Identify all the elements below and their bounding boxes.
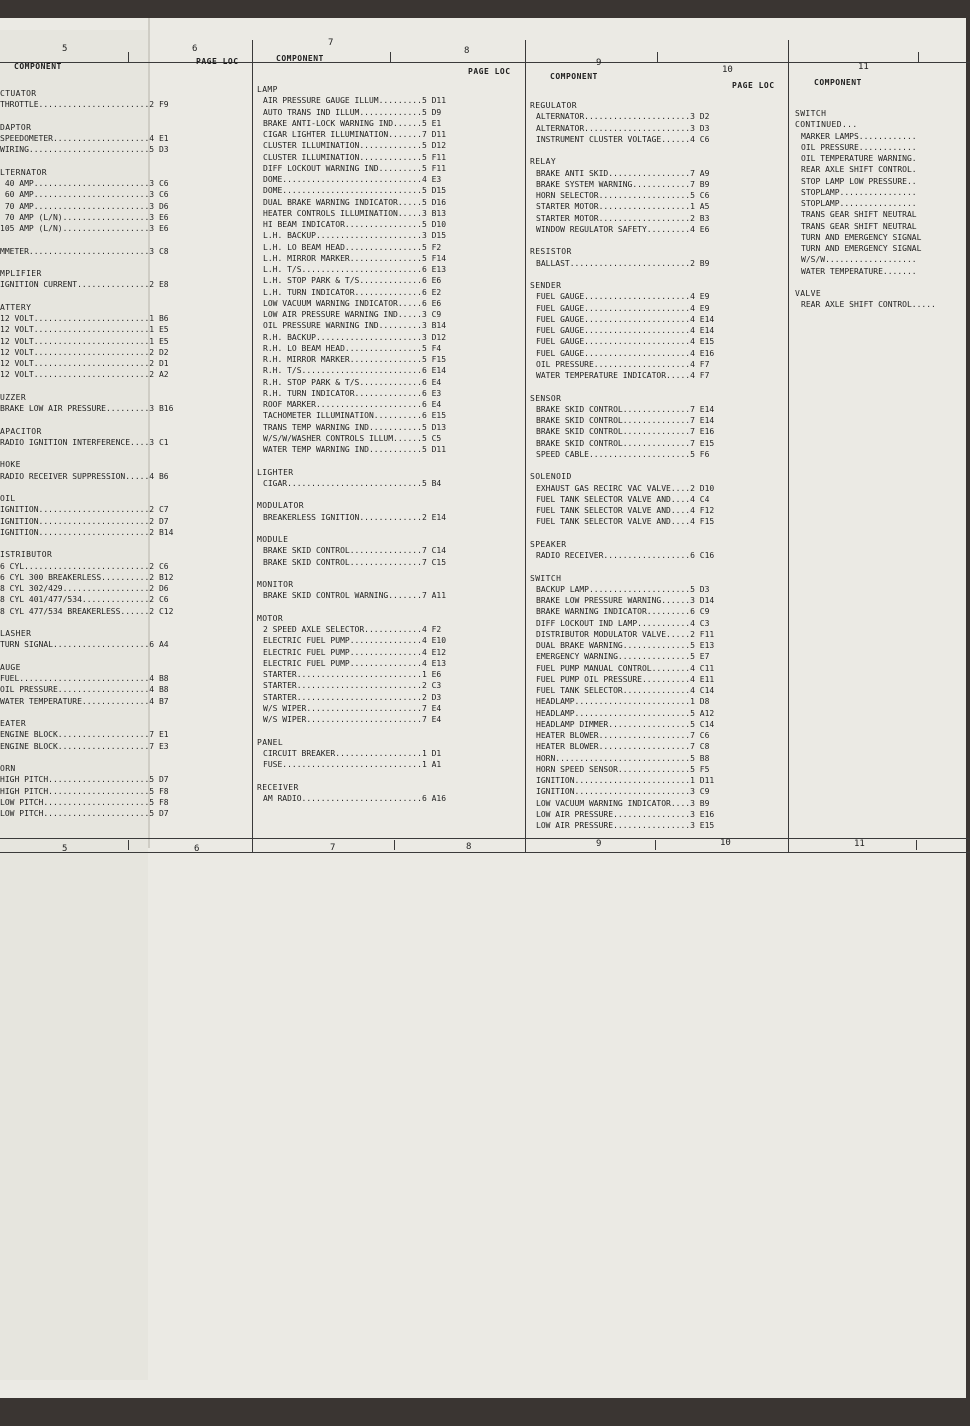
component-entry: OIL PRESSURE............ [801,142,917,152]
component-entry: LOW PITCH......................5 F8 [0,797,169,807]
bottom-scale-rule [0,852,970,853]
column-header-page-loc: PAGE LOC [468,67,511,76]
component-entry: 70 AMP (L/N)..................3 E6 [0,212,169,222]
component-entry: HEATER CONTROLS ILLUMINATION.....3 B13 [263,208,447,218]
column-number: 8 [464,46,470,56]
component-entry: IGNITION.......................2 C7 [0,505,169,515]
component-entry: 6 CYL..........................2 C6 [0,561,169,571]
component-group-heading [257,489,523,500]
component-group-heading [257,455,523,466]
component-entry: EXHAUST GAS RECIRC VAC VALVE....2 D10 [536,483,715,493]
component-entry: FUEL GAUGE......................4 E16 [536,348,715,358]
component-entry: L.H. T/S.........................6 E13 [263,265,447,274]
component-group-heading [0,752,246,763]
scale-tick [657,52,658,62]
column-header-component: COMPONENT [276,54,324,63]
component-entry: L.H. STOP PARK & T/S.............6 E6 [263,276,442,286]
component-entry: HORN............................5 B8 [536,753,710,763]
component-entry: IGNITION........................3 C9 [536,787,710,797]
component-group-heading: UZZER [0,392,27,402]
component-entry: IGNITION.......................2 B14 [0,527,174,537]
component-entry: THROTTLE.......................2 F9 [0,100,169,110]
component-entry: ROOF MARKER......................6 E4 [263,400,442,409]
component-entry: DOME.............................4 E3 [263,175,442,184]
component-entry: 12 VOLT........................1 E5 [0,325,169,335]
component-group-heading: APACITOR [0,426,42,436]
column-number: 6 [192,44,198,54]
component-entry: ENGINE BLOCK...................7 E1 [0,730,169,740]
component-entry: ALTERNATOR......................3 D3 [536,123,710,133]
component-entry: 70 AMP........................3 D6 [0,201,169,211]
component-group-heading [0,651,246,662]
component-entry: HIGH PITCH.....................5 D7 [0,775,169,785]
component-entry: IGNITION CURRENT...............2 E8 [0,280,169,290]
component-entry: WATER TEMPERATURE..............4 B7 [0,696,169,706]
component-entry: 8 CYL 477/534 BREAKERLESS......2 C12 [0,606,174,616]
column-number: 5 [62,844,68,854]
component-group-heading: ORN [0,764,16,773]
component-group-heading [0,156,246,167]
component-entry: R.H. MIRROR MARKER...............5 F15 [263,355,447,364]
component-entry: CIRCUIT BREAKER..................1 D1 [263,748,442,758]
component-group-heading: LTERNATOR [0,167,47,177]
component-entry: IGNITION.......................2 D7 [0,516,169,526]
column-header-page-loc: PAGE LOC [732,81,775,90]
column-divider [525,40,526,852]
column-number: 10 [720,838,731,848]
component-entry: ALTERNATOR......................3 D2 [536,112,710,122]
component-group-heading: MOTOR [257,613,284,623]
component-group-heading: DAPTOR [0,122,32,132]
component-entry: TURN AND EMERGENCY SIGNAL [801,244,922,253]
component-group-heading [0,257,246,268]
column-number: 11 [858,62,869,72]
component-group-heading: LIGHTER [257,467,294,477]
component-entry: WIRING.........................5 D3 [0,145,169,155]
component-group-heading: ATTERY [0,302,32,312]
component-entry: 12 VOLT........................2 A2 [0,370,169,380]
component-entry: BRAKE SKID CONTROL..............7 E16 [536,427,715,437]
component-entry: W/S/W................... [801,255,917,265]
component-entry: FUEL GAUGE......................4 E14 [536,326,715,335]
component-entry: RADIO RECEIVER SUPPRESSION.....4 B6 [0,471,169,481]
component-entry: HEATER BLOWER...................7 C8 [536,742,710,752]
component-entry: HEADLAMP........................1 D8 [536,697,710,707]
component-group-heading [795,277,970,288]
component-group-heading: OIL [0,494,16,503]
component-entry: ELECTRIC FUEL PUMP...............4 E12 [263,647,447,657]
column-number: 7 [328,38,334,48]
component-entry: INSTRUMENT CLUSTER VOLTAGE......4 C6 [536,134,710,144]
index-column-1 [0,88,246,819]
column-number: 9 [596,58,602,68]
component-entry: RADIO IGNITION INTERFERENCE....3 C1 [0,437,169,447]
component-entry: FUEL TANK SELECTOR..............4 C14 [536,686,715,695]
component-group-heading: CONTINUED... [795,120,858,130]
component-entry: DIFF LOCKOUT WARNING IND.........5 F11 [263,163,447,173]
component-entry: AUTO TRANS IND ILLUM.............5 D9 [263,107,442,117]
component-group-heading: SPEAKER [530,539,567,549]
component-entry: TURN AND EMERGENCY SIGNAL [801,232,922,242]
component-group-heading: SWITCH [530,573,562,583]
component-entry: BRAKE SKID CONTROL...............7 C15 [263,557,447,567]
component-entry: W/S WIPER........................7 E4 [263,715,442,724]
index-column-4 [795,108,970,311]
component-entry: FUEL GAUGE......................4 E9 [536,303,710,313]
component-group-heading [530,269,782,280]
component-entry: TRANS TEMP WARNING IND...........5 D13 [263,422,447,432]
component-entry: BRAKE SKID CONTROL..............7 E15 [536,438,715,448]
component-entry: BRAKE SKID CONTROL..............7 E14 [536,416,715,425]
scale-tick [128,840,129,850]
component-entry: WATER TEMPERATURE INDICATOR.....4 F7 [536,371,710,380]
component-group-heading: EATER [0,719,27,728]
index-column-2 [257,84,523,804]
column-number: 10 [722,65,733,75]
component-group-heading [0,414,246,425]
component-entry: MARKER LAMPS............ [801,131,917,141]
component-entry: 6 CYL 300 BREAKERLESS..........2 B12 [0,572,174,582]
scale-tick [916,840,917,850]
component-entry: HORN SPEED SENSOR...............5 F5 [536,764,710,774]
component-entry: CLUSTER ILLUMINATION.............5 F11 [263,152,447,162]
scale-tick [918,52,919,62]
scale-tick [390,52,391,62]
component-group-heading: SENDER [530,281,562,290]
component-entry: DUAL BRAKE WARNING..............5 E13 [536,641,715,650]
component-entry: TURN SIGNAL....................6 A4 [0,640,169,650]
component-entry: BRAKE SKID CONTROL...............7 C14 [263,546,447,556]
component-entry: FUEL PUMP MANUAL CONTROL........4 C11 [536,663,715,673]
component-group-heading [0,538,246,549]
component-entry: MMETER.........................3 C8 [0,246,169,256]
component-entry: OIL PRESSURE....................4 F7 [536,359,710,369]
component-group-heading: SENSOR [530,393,562,403]
component-entry: BRAKE LOW PRESSURE WARNING......3 D14 [536,596,715,605]
component-entry: OIL PRESSURE WARNING IND.........3 B14 [263,321,447,331]
component-entry: BRAKE WARNING INDICATOR.........6 C9 [536,607,710,617]
component-entry: W/S/W/WASHER CONTROLS ILLUM......5 C5 [263,433,442,443]
component-entry: BRAKE LOW AIR PRESSURE.........3 B16 [0,404,174,413]
component-entry: FUEL TANK SELECTOR VALVE AND....4 C4 [536,494,710,504]
component-group-heading: AUGE [0,662,21,672]
component-group-heading: ISTRIBUTOR [0,550,53,560]
component-entry: STARTER MOTOR...................1 A5 [536,202,710,212]
index-column-3 [530,100,782,831]
component-entry: SPEEDOMETER....................4 E1 [0,134,169,143]
column-number: 7 [330,843,336,853]
column-number: 5 [62,44,68,54]
scale-tick [655,840,656,850]
component-entry: 40 AMP........................3 C6 [0,179,169,188]
component-entry: 12 VOLT........................1 E5 [0,336,169,346]
component-group-heading: REGULATOR [530,101,577,110]
component-entry: ENGINE BLOCK...................7 E3 [0,741,169,751]
component-entry: REAR AXLE SHIFT CONTROL..... [801,300,936,310]
component-entry: ELECTRIC FUEL PUMP...............4 E10 [263,636,447,646]
component-group-heading: RELAY [530,157,557,167]
component-group-heading [530,145,782,156]
component-group-heading [0,482,246,493]
component-entry: WINDOW REGULATOR SAFETY.........4 E6 [536,224,710,234]
component-entry: LOW VACUUM WARNING INDICATOR.....6 E6 [263,298,442,308]
component-entry: W/S WIPER........................7 E4 [263,703,442,713]
component-group-heading [0,617,246,628]
component-entry: REAR AXLE SHIFT CONTROL. [801,165,917,175]
component-entry: 2 SPEED AXLE SELECTOR............4 F2 [263,625,442,634]
component-entry: STARTER..........................2 D3 [263,692,442,702]
component-entry: HEATER BLOWER...................7 C6 [536,731,710,740]
component-group-heading [0,707,246,718]
component-entry: HEADLAMP DIMMER.................5 C14 [536,719,715,729]
bottom-rule [0,838,970,839]
component-entry: L.H. MIRROR MARKER...............5 F14 [263,253,447,263]
component-entry: STOPLAMP................ [801,199,917,208]
component-entry: R.H. LO BEAM HEAD................5 F4 [263,343,442,353]
component-entry: FUEL...........................4 B8 [0,674,169,683]
component-group-heading: LAMP [257,85,278,94]
component-entry: STARTER MOTOR...................2 B3 [536,213,710,223]
component-group-heading [257,770,523,781]
component-group-heading: LASHER [0,629,32,638]
component-entry: 8 CYL 302/429..................2 D6 [0,584,169,593]
component-entry: 8 CYL 401/477/534..............2 C6 [0,595,169,605]
component-entry: 105 AMP (L/N)..................3 E6 [0,224,169,233]
component-group-heading: PANEL [257,737,284,747]
component-entry: LOW AIR PRESSURE................3 E15 [536,821,715,830]
column-number: 8 [466,842,472,852]
component-entry: STARTER..........................1 E6 [263,670,442,679]
column-number: 11 [854,839,865,849]
column-header-component: COMPONENT [14,62,62,71]
component-group-heading [0,291,246,302]
column-header-page-loc: PAGE LOC [196,57,239,66]
component-entry: BRAKE ANTI-LOCK WARNING IND......5 E1 [263,118,442,128]
component-entry: TACHOMETER ILLUMINATION..........6 E15 [263,411,447,421]
component-entry: BRAKE SKID CONTROL..............7 E14 [536,404,715,414]
component-group-heading [530,561,782,572]
component-entry: FUEL GAUGE......................4 E9 [536,292,710,302]
component-group-heading: RECEIVER [257,782,299,792]
top-rule [0,62,970,63]
component-entry: RADIO RECEIVER..................6 C16 [536,551,715,560]
component-entry: STARTER..........................2 C3 [263,681,442,691]
component-group-heading [257,602,523,613]
component-entry: HEADLAMP........................5 A12 [536,708,715,718]
component-entry: EMERGENCY WARNING...............5 E7 [536,652,710,662]
component-group-heading [0,111,246,122]
component-group-heading [257,725,523,736]
component-group-heading [0,234,246,245]
component-entry: FUEL PUMP OIL PRESSURE..........4 E11 [536,674,715,684]
component-entry: 60 AMP........................3 C6 [0,190,169,200]
component-entry: BALLAST.........................2 B9 [536,258,710,268]
component-entry: 12 VOLT........................2 D1 [0,359,169,368]
component-entry: LOW PITCH......................5 D7 [0,809,169,818]
component-entry: HORN SELECTOR...................5 C6 [536,191,710,200]
scale-tick [128,52,129,62]
component-group-heading: MONITOR [257,580,294,589]
component-entry: R.H. STOP PARK & T/S.............6 E4 [263,377,442,387]
component-entry: DIFF LOCKOUT IND LAMP...........4 C3 [536,618,710,628]
component-group-heading: CTUATOR [0,89,37,98]
component-entry: DISTRIBUTOR MODULATOR VALVE.....2 F11 [536,629,715,639]
component-entry: BRAKE SKID CONTROL WARNING.......7 A11 [263,591,447,601]
component-entry: OIL PRESSURE...................4 B8 [0,685,169,695]
component-group-heading: VALVE [795,289,822,298]
component-group-heading: MODULATOR [257,501,304,511]
component-entry: STOPLAMP................ [801,187,917,197]
component-entry: WATER TEMP WARNING IND...........5 D11 [263,445,447,454]
component-group-heading [257,568,523,579]
component-entry: FUEL GAUGE......................4 E14 [536,314,715,324]
component-entry: FUSE.............................1 A1 [263,760,442,769]
component-entry: WATER TEMPERATURE....... [801,266,917,276]
component-entry: HIGH PITCH.....................5 F8 [0,786,169,796]
component-entry: L.H. TURN INDICATOR..............6 E2 [263,287,442,297]
component-group-heading [257,523,523,534]
component-entry: STOP LAMP LOW PRESSURE.. [801,176,917,186]
component-entry: LOW AIR PRESSURE................3 E16 [536,809,715,819]
component-entry: 12 VOLT........................2 D2 [0,347,169,357]
component-entry: DUAL BRAKE WARNING INDICATOR.....5 D16 [263,197,447,207]
column-divider [788,40,789,852]
component-entry: R.H. T/S.........................6 E14 [263,366,447,376]
component-entry: AIR PRESSURE GAUGE ILLUM.........5 D11 [263,96,447,106]
component-entry: TRANS GEAR SHIFT NEUTRAL [801,221,917,231]
component-entry: BACKUP LAMP.....................5 D3 [536,584,710,594]
component-group-heading: MODULE [257,535,289,544]
component-entry: R.H. TURN INDICATOR..............6 E3 [263,388,442,398]
component-group-heading [530,381,782,392]
component-group-heading [0,448,246,459]
component-entry: FUEL TANK SELECTOR VALVE AND....4 F12 [536,506,715,515]
column-header-component: COMPONENT [814,78,862,87]
component-entry: CIGAR............................5 B4 [263,478,442,488]
component-entry: IGNITION........................1 D11 [536,776,715,785]
component-entry: LOW AIR PRESSURE WARNING IND.....3 C9 [263,310,442,319]
component-entry: L.H. BACKUP......................3 D15 [263,231,447,241]
component-entry: HI BEAM INDICATOR................5 D10 [263,220,447,229]
component-entry: 12 VOLT........................1 B6 [0,314,169,323]
column-divider [252,40,253,852]
component-group-heading [0,381,246,392]
component-group-heading [530,235,782,246]
component-group-heading: SWITCH [795,109,827,118]
component-entry: L.H. LO BEAM HEAD................5 F2 [263,242,442,252]
component-group-heading [530,460,782,471]
component-entry: OIL TEMPERATURE WARNING. [801,154,917,163]
component-entry: SPEED CABLE.....................5 F6 [536,449,710,459]
component-group-heading: RESISTOR [530,247,572,257]
component-group-heading [530,528,782,539]
component-entry: R.H. BACKUP......................3 D12 [263,332,447,342]
component-entry: CIGAR LIGHTER ILLUMINATION.......7 D11 [263,130,447,139]
component-entry: FUEL TANK SELECTOR VALVE AND....4 F15 [536,517,715,527]
component-entry: ELECTRIC FUEL PUMP...............4 E13 [263,658,447,668]
component-entry: BRAKE ANTI SKID.................7 A9 [536,168,710,178]
component-entry: TRANS GEAR SHIFT NEUTRAL [801,210,917,220]
column-number: 9 [596,839,602,849]
component-group-heading: HOKE [0,460,21,470]
component-entry: DOME.............................5 D15 [263,186,447,196]
component-group-heading: SOLENOID [530,472,572,482]
component-entry: BREAKERLESS IGNITION.............2 E14 [263,512,447,522]
column-number: 6 [194,844,200,854]
component-entry: LOW VACUUM WARNING INDICATOR....3 B9 [536,798,710,808]
component-entry: FUEL GAUGE......................4 E15 [536,337,715,347]
component-group-heading: MPLIFIER [0,269,42,278]
component-entry: CLUSTER ILLUMINATION.............5 D12 [263,141,447,151]
component-entry: BRAKE SYSTEM WARNING............7 B9 [536,179,710,189]
column-header-component: COMPONENT [550,72,598,81]
scale-tick [394,840,395,850]
component-entry: AM RADIO.........................6 A16 [263,793,447,803]
